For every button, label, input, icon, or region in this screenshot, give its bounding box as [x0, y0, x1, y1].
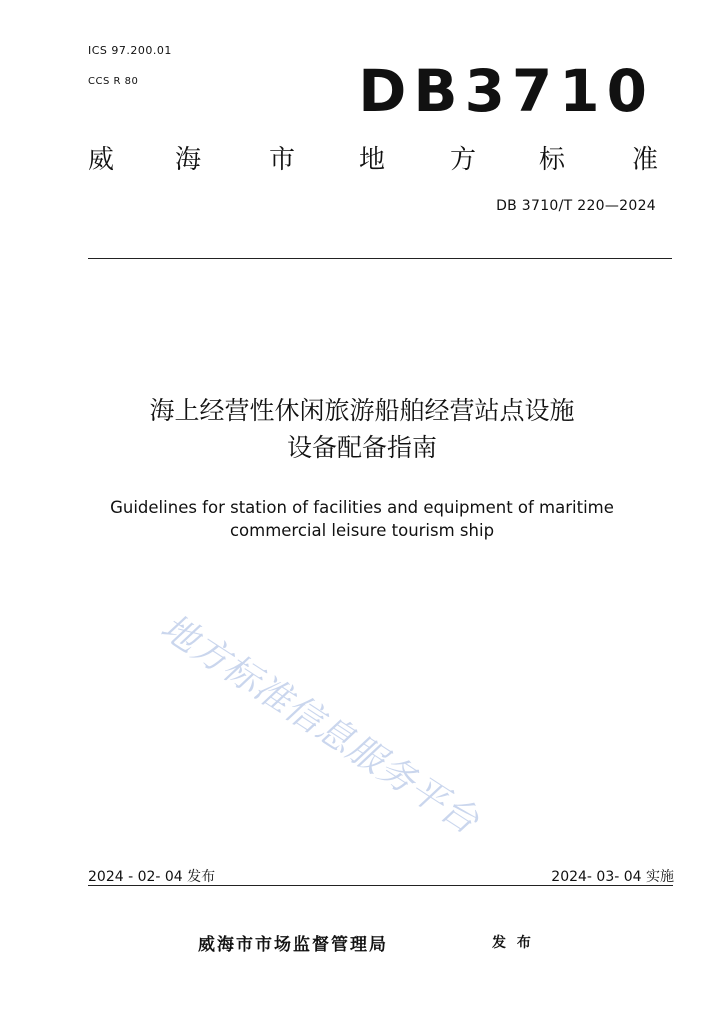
standard-type-char: 地: [359, 145, 386, 175]
standard-type-char: 方: [450, 145, 477, 175]
standard-type-char: 威: [88, 145, 115, 175]
title-chinese-line: 设备配备指南: [286, 433, 437, 462]
standard-type-char: 海: [175, 145, 202, 175]
issued-label: 发 布: [492, 935, 534, 951]
watermark: 地方标准信息服务平台: [153, 606, 486, 843]
ccs-code: CCS R 80: [88, 76, 139, 87]
standard-type: [88, 140, 660, 180]
title-english: [40, 496, 684, 542]
top-divider: [88, 258, 672, 259]
title-chinese-line: 海上经营性休闲旅游船舶经营站点设施: [149, 396, 575, 425]
release-date: 2024 - 02- 04 发布: [88, 869, 216, 885]
standard-type-char: 市: [269, 145, 296, 175]
bottom-divider: [88, 885, 673, 886]
db-logo: DB3710: [358, 57, 654, 125]
title-chinese: [40, 392, 684, 466]
issuing-authority: 威海市市场监督管理局: [198, 935, 388, 955]
title-english-line: Guidelines for station of facilities and equipment of maritime: [110, 498, 614, 517]
standard-type-char: 准: [632, 145, 659, 175]
ics-code: ICS 97.200.01: [88, 44, 172, 57]
title-english-line: commercial leisure tourism ship: [229, 521, 495, 540]
implement-date: 2024- 03- 04 实施: [551, 869, 674, 885]
standard-type-char: 标: [539, 145, 566, 175]
standard-number: DB 3710/T 220—2024: [496, 198, 656, 214]
